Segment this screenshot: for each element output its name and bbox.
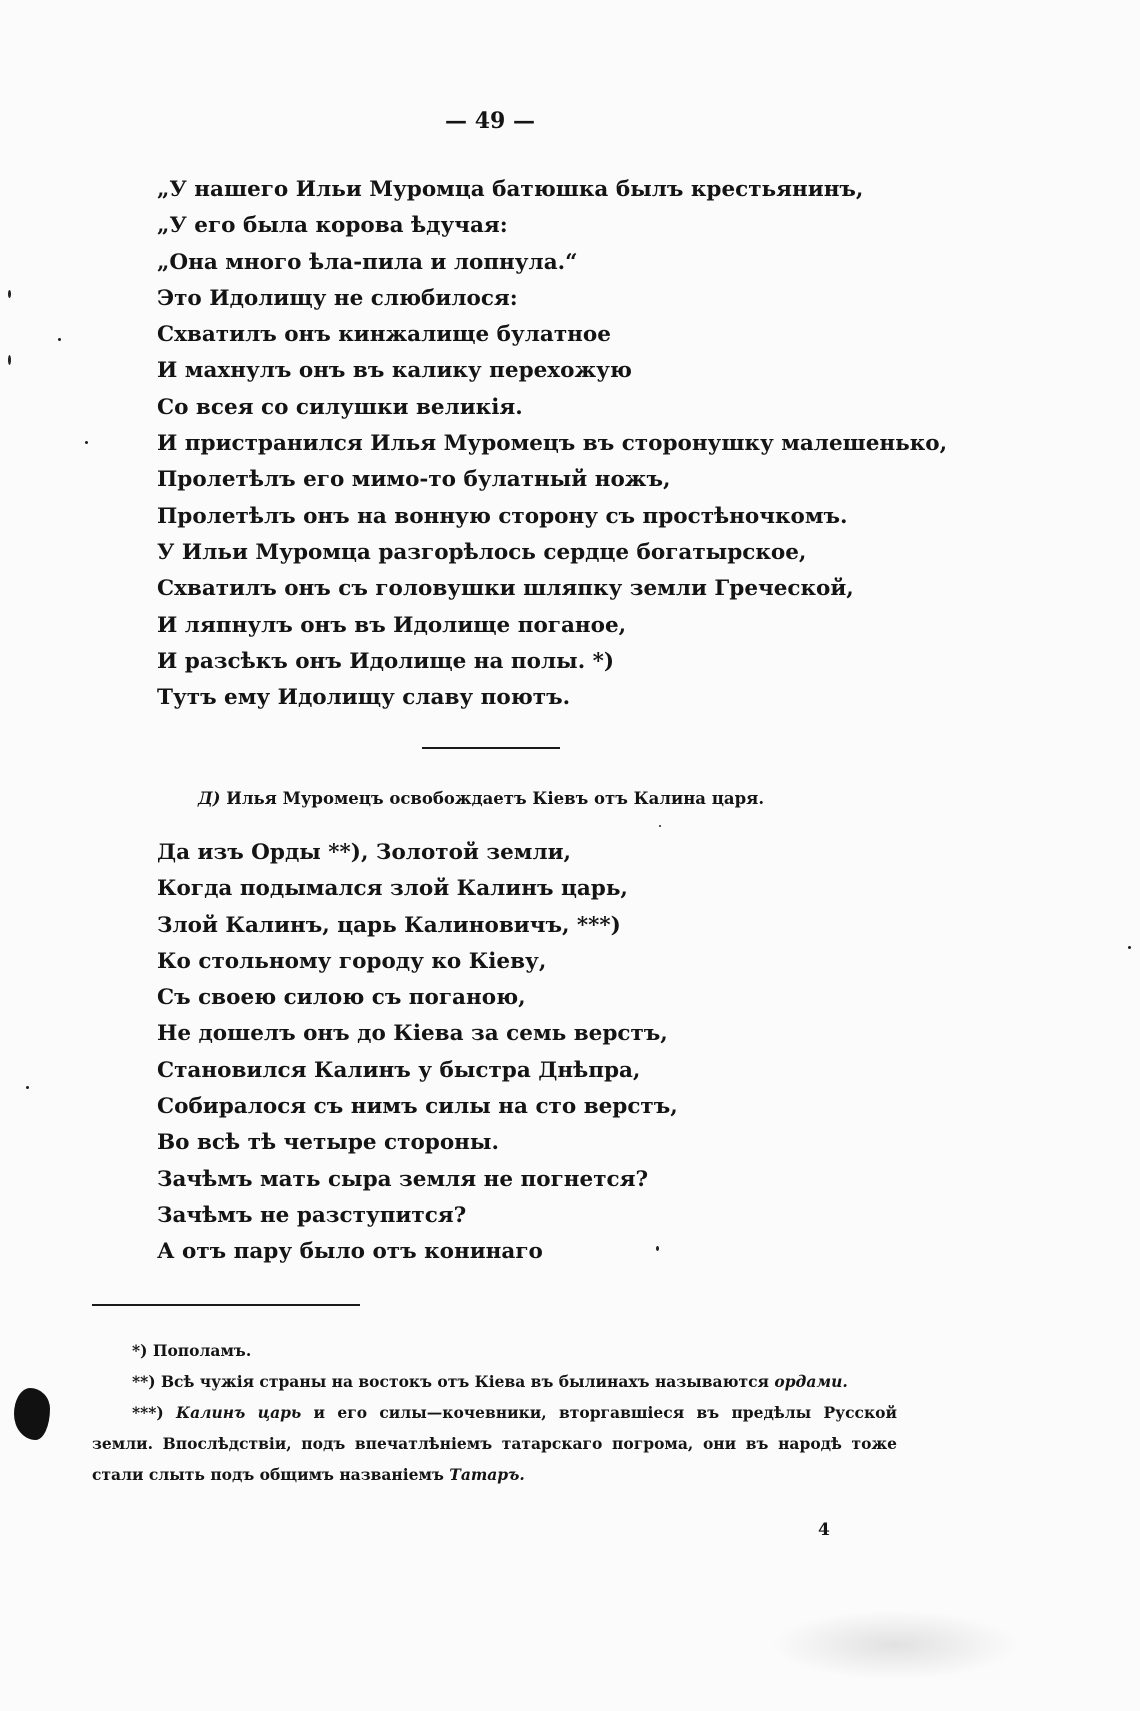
verse-line: „У его была корова ѣдучая: xyxy=(157,213,508,239)
verse-line: „У нашего Ильи Муромца батюшка былъ крестьянинъ, xyxy=(157,177,864,202)
footnote-divider xyxy=(92,1304,360,1306)
section-letter: Д) xyxy=(198,789,221,808)
footnote-2 xyxy=(92,1366,897,1397)
verse-line: Злой Калинъ, царь Калиновичъ, ***) xyxy=(157,912,621,938)
scan-speck xyxy=(659,825,661,827)
verse-line: И разсѣкъ онъ Идолище на полы. *) xyxy=(157,648,615,674)
verse-line: Когда подымался злой Калинъ царь, xyxy=(157,876,628,902)
scan-speck xyxy=(26,1086,29,1089)
footnote-1: *) Пополамъ. xyxy=(132,1341,252,1360)
page-number: — 49 — xyxy=(445,108,535,134)
verse-line: Не дошелъ онъ до Кіева за семь верстъ, xyxy=(157,1021,668,1047)
footnotes xyxy=(92,1335,897,1490)
section-title: Илья Муромецъ освобождаетъ Кіевъ отъ Калина царя. xyxy=(226,789,765,808)
scan-speck xyxy=(58,338,61,341)
section-heading xyxy=(198,789,764,808)
verse-line: Со всея со силушки великія. xyxy=(157,394,523,420)
verse-line: Пролетѣлъ его мимо-то булатный ножъ, xyxy=(157,467,671,493)
verse-line: И махнулъ онъ въ калику переxожую xyxy=(157,358,632,384)
verse-line: Пролетѣлъ онъ на вонную сторону съ простѣночкомъ. xyxy=(157,503,848,529)
verse-part-1 xyxy=(157,172,947,716)
verse-line: Это Идолищу не слюбилося: xyxy=(157,285,518,311)
section-divider xyxy=(422,747,560,749)
verse-line: И пристранился Илья Муромецъ въ сторонушку малешенько, xyxy=(157,431,948,457)
scan-smudge xyxy=(770,1610,1020,1680)
verse-line: А отъ пару было отъ конинаго xyxy=(157,1239,543,1265)
scan-speck xyxy=(8,290,11,298)
verse-line: Зачѣмъ мать сыра земля не погнется? xyxy=(157,1166,649,1192)
verse-line: Схватилъ онъ кинжалище булатное xyxy=(157,322,611,348)
verse-line: Съ своею силою съ поганою, xyxy=(157,985,526,1011)
verse-line: Во всѣ тѣ четыре стороны. xyxy=(157,1130,499,1156)
ink-blot xyxy=(14,1388,50,1440)
footnote-3-emphasis-2: Татаръ. xyxy=(449,1465,525,1484)
verse-line: И ляпнулъ онъ въ Идолище поганое, xyxy=(157,612,627,638)
verse-line: Зачѣмъ не разступится? xyxy=(157,1202,467,1228)
footnote-3-mark: ***) xyxy=(132,1403,164,1422)
verse-part-2 xyxy=(157,835,678,1271)
verse-line: „Она много ѣла-пила и лопнула.“ xyxy=(157,249,578,275)
verse-line: Схватилъ онъ съ головушки шляпку земли Греческой, xyxy=(157,576,854,602)
footnote-3-emphasis: Калинъ царь xyxy=(175,1403,302,1422)
verse-line: Ко стольному городу ко Кіеву, xyxy=(157,948,547,974)
footnote-2-text: **) Всѣ чужія страны на востокъ отъ Кіева въ былинахъ называются xyxy=(132,1372,769,1391)
scan-speck xyxy=(8,355,11,365)
verse-line: Да изъ Орды **), Золотой земли, xyxy=(157,840,572,865)
scan-speck xyxy=(1128,946,1131,949)
verse-line: Становился Калинъ у быстра Днѣпра, xyxy=(157,1057,641,1083)
signature-mark: 4 xyxy=(818,1520,830,1540)
scan-speck xyxy=(85,441,88,444)
verse-line: Тутъ ему Идолищу славу поютъ. xyxy=(157,685,571,711)
verse-line: Собиралося съ нимъ силы на сто верстъ, xyxy=(157,1094,678,1120)
footnote-3 xyxy=(92,1397,897,1490)
footnote-2-emphasis: ордами. xyxy=(774,1372,848,1391)
scan-speck xyxy=(656,1246,659,1251)
verse-line: У Ильи Муромца разгорѣлось сердце богатырское, xyxy=(157,539,807,565)
footnote-3-text: и его силы—кочевники, вторгавшіеся въ предѣлы Русской земли. Впослѣдствіи, подъ впечатлѣніемъ татарскаго погрома, они въ народѣ тоже стали слыть подъ общимъ названіемъ xyxy=(92,1403,897,1484)
